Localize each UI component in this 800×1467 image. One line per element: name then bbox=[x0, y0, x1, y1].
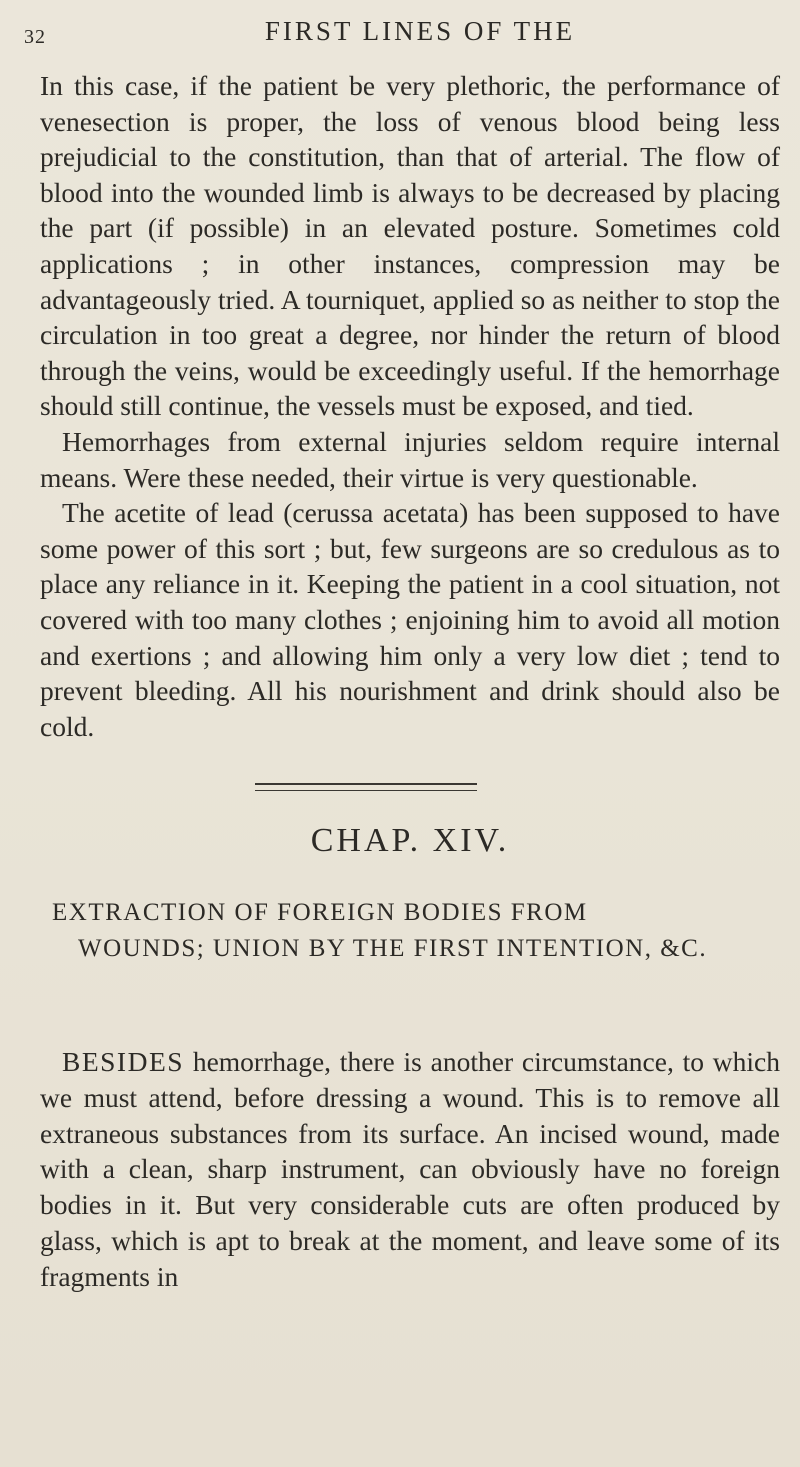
opening-word: BESIDES bbox=[62, 1046, 185, 1077]
paragraph-acetite-of-lead: The acetite of lead (cerussa acetata) has been supposed to have some power of this sort ; but, few surgeons are so credulous as to place any reliance in it. Keeping the patient in a cool situation, not covered with too many clothes ; enjoining him to avoid all motion and exertions ; and allowing him only a very low diet ; tend to prevent bleeding. All his nourishment and drink should also be cold. bbox=[40, 497, 780, 742]
chapter-title bbox=[52, 895, 777, 967]
page-number: 32 bbox=[24, 26, 46, 48]
paragraph-foreign-bodies bbox=[40, 1044, 780, 1295]
paragraph-foreign-bodies-text: hemorrhage, there is another circumstance, to which we must attend, before dressing a wound. This is to remove all extraneous substances from its surface. An incised wound, made with a clean, sharp instrument, can obviously have no foreign bodies in it. But very considerable cuts are often produced by glass, which is apt to break at the moment, and leave some of its fragments in bbox=[40, 1046, 780, 1292]
chapter-heading: CHAP. XIV. bbox=[310, 822, 510, 859]
body-text bbox=[40, 68, 780, 744]
paragraph-venesection: In this case, if the patient be very plethoric, the performance of venesection is proper, the loss of venous blood being less prejudicial to the constitution, than that of arterial. The flow of blood into the wounded limb is always to be decreased by placing the part (if possible) in an elevated posture. Sometimes cold applications ; in other instances, compression may be advantageously tried. A tourniquet, applied so as neither to stop the circulation in too great a degree, nor hinder the return of blood through the veins, would be exceedingly useful. If the hemorrhage should still continue, the vessels must be exposed, and tied. bbox=[40, 70, 780, 422]
chapter-title-line-1: EXTRACTION OF FOREIGN BODIES FROM bbox=[52, 899, 588, 926]
running-title: FIRST LINES OF THE bbox=[264, 16, 576, 46]
chapter-title-line-2: WOUNDS; UNION BY THE FIRST INTENTION, &C. bbox=[78, 935, 708, 962]
paragraph-internal-means: Hemorrhages from external injuries seldom require internal means. Were these needed, their virtue is very questionable. bbox=[40, 425, 780, 493]
section-divider-rule bbox=[255, 783, 477, 791]
chapter-body-text bbox=[40, 1044, 780, 1295]
